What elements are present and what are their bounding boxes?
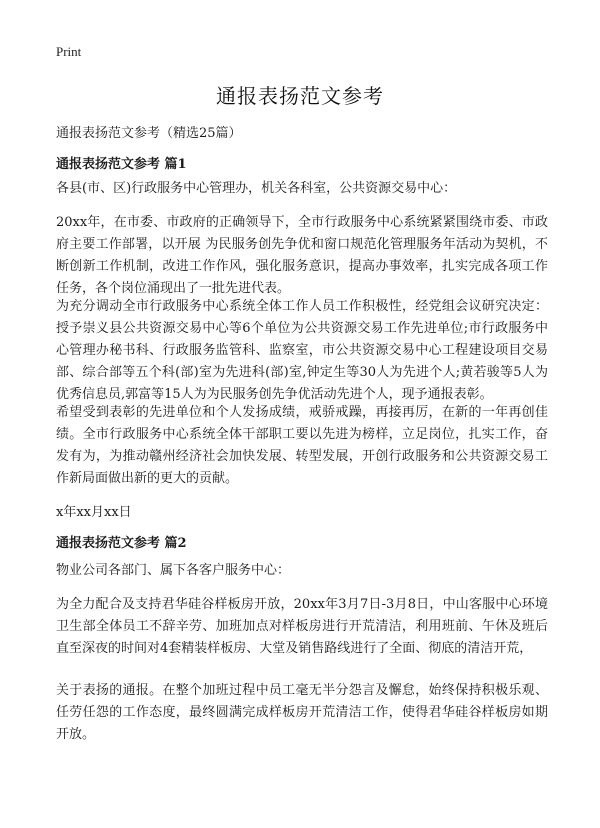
section-2-heading: 通报表扬范文参考 篇2 (56, 536, 187, 551)
page-title: 通报表扬范文参考 (216, 84, 384, 108)
section-2-paragraph-3: 关于表扬的通报。在整个加班过程中员工毫无半分怨言及懈怠，始终保持积极乐观、任劳任怨的工作态度，最终圆满完成样板房开荒清洁工作，使得君华硅谷样板房如期开放。 (56, 683, 548, 742)
section-2-paragraph-1: 物业公司各部门、属下各客户服务中心： (56, 563, 291, 578)
section-1-paragraph-2: 20xx年，在市委、市政府的正确领导下，全市行政服务中心系统紧紧围绕市委、市政府主要工作部署，以开展 为民服务创先争优和窗口规范化管理服务年活动为契机，不断创新工作机制，改进工作作风，强化服务意识，提高办事效率，扎实完成各项工作任务，各个岗位涌现出了一批先进代表。 (56, 215, 548, 296)
print-link[interactable]: Print (56, 44, 82, 59)
section-1-paragraph-1: 各县(市、区)行政服务中心管理办，机关各科室，公共资源交易中心： (56, 181, 457, 196)
section-1-date: x年xx月xx日 (56, 505, 132, 520)
section-1-heading: 通报表扬范文参考 篇1 (56, 157, 187, 172)
section-1-paragraph-3: 为充分调动全市行政服务中心系统全体工作人员工作积极性，经党组会议研究决定：授予崇义县公共资源交易中心等6个单位为公共资源交易工作先进单位;市行政服务中心管理办秘书科、行政服务监管科、监察室，市公共资源交易中心工程建设项目交易部、综合部等五个科(部)室为先进科(部)室,钟定生等30人为先进个人;黄若骏等5人为优秀信息员,郭富等15人为为民服务创先争优活动先进个人，现予通报表彰。 (56, 299, 548, 402)
section-1-paragraph-4: 希望受到表彰的先进单位和个人发扬成绩，戒骄戒躁，再接再厉，在新的一年再创佳绩。全市行政服务中心系统全体干部职工要以先进为榜样，立足岗位，扎实工作，奋发有为，为推动赣州经济社会加快发展、转型发展，开创行政服务和公共资源交易工作新局面做出新的更大的贡献。 (56, 405, 548, 486)
document-subtitle: 通报表扬范文参考（精选25篇） (56, 126, 242, 141)
section-2-paragraph-2: 为全力配合及支持君华硅谷样板房开放，20xx年3月7日-3月8日，中山客服中心环境卫生部全体员工不辞辛劳、加班加点对样板房进行开荒清洁，利用班前、午休及班后直至深夜的时间对4套精装样板房、大堂及销售路线进行了全面、彻底的清洁开荒， (56, 597, 548, 656)
